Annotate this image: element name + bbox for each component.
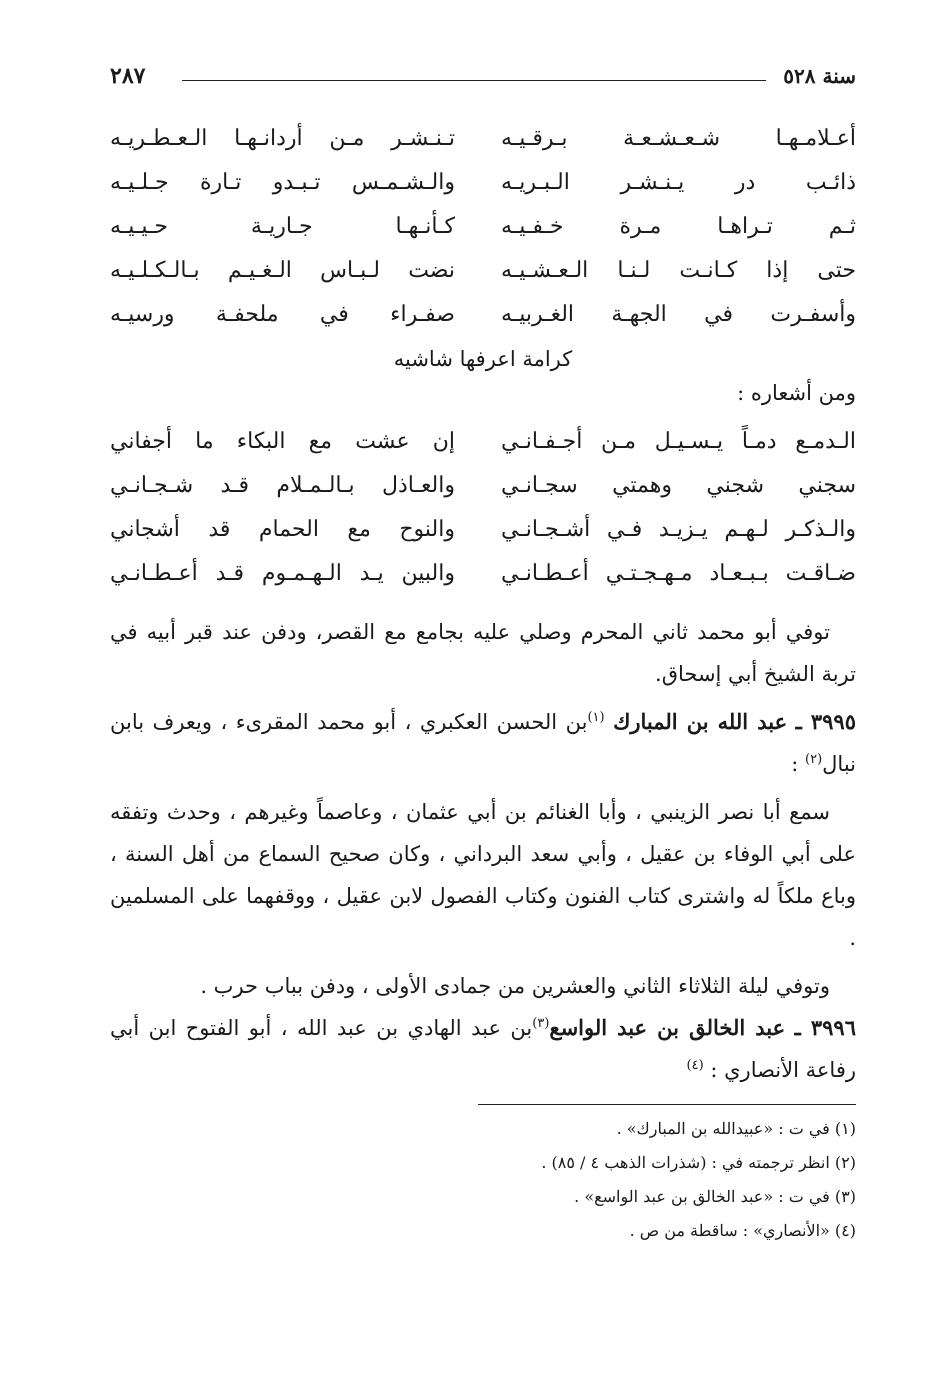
- footnote: (١) في ت : «عبيدالله بن المبارك» .: [616, 1119, 856, 1138]
- footnote: (٢) انظر ترجمته في : (شذرات الذهب ٤ / ٨٥) .: [541, 1153, 856, 1172]
- verse-second-hemistich: صفـراء في ملحفـة ورسيـه: [110, 302, 455, 327]
- poem-block-1: [110, 117, 856, 337]
- footnote: (٣) في ت : «عبد الخالق بن عبد الواسع» .: [574, 1187, 856, 1206]
- verse: [110, 249, 856, 293]
- entry-name: عبد الخالق بن عبد الواسع: [549, 1015, 786, 1040]
- entry-name: عبد الله بن المبارك: [613, 709, 788, 734]
- page-number: ٢٨٧: [110, 63, 146, 89]
- footnote-ref[interactable]: (٣): [532, 1016, 550, 1031]
- running-title: سنة ٥٢٨: [783, 64, 856, 88]
- footnote-rule: [478, 1104, 856, 1105]
- verse: [110, 161, 856, 205]
- footnote-ref[interactable]: (١): [587, 710, 605, 725]
- entry-lineage: بن الحسن العكبري ، أبو محمد المقرىء ، ويعرف بابن نبال: [110, 710, 856, 776]
- poem-closing-line: كرامة اعرفها شاشيه: [393, 347, 573, 371]
- verse-first-hemistich: ضـاقـت بـبـعـاد مـهـجـتـي أعـطـانـي: [501, 561, 856, 586]
- verse: [110, 205, 856, 249]
- verse: [110, 117, 856, 161]
- poem-block-2: [110, 420, 856, 596]
- verse-second-hemistich: نضت لـبـاس الـغـيـم بـالـكـلـيـه: [110, 258, 455, 283]
- header-rule: [182, 80, 766, 81]
- verse-first-hemistich: ذائـب در يـنـشـر الـبـريـه: [501, 170, 856, 195]
- death-note-paragraph: وتوفي ليلة الثلاثاء الثاني والعشرين من جمادى الأولى ، ودفن بباب حرب .: [200, 974, 830, 998]
- verse-second-hemistich: تـنـشـر مـن أردانـهـا الـعـطـريـه: [110, 126, 455, 151]
- death-note-paragraph: توفي أبو محمد ثاني المحرم وصلي عليه بجامع مع القصر، ودفن عند قبر أبيه في تربة الشيخ أبي إسحاق.: [110, 620, 856, 686]
- footnotes: [110, 1112, 856, 1248]
- verse-first-hemistich: والـذكـر لـهـم يـزيـد فـي أشـجـانـي: [501, 517, 856, 542]
- poetry-intro: ومن أشعاره :: [737, 381, 856, 405]
- verse-second-hemistich: إن عشت مع البكاء ما أجفاني: [110, 429, 455, 454]
- running-header: [110, 60, 856, 92]
- verse: [110, 552, 856, 596]
- entry-lineage: بن عبد الهادي بن عبد الله ، أبو الفتوح ابن أبي رفاعة الأنصاري :: [110, 1016, 856, 1082]
- footnote-ref[interactable]: (٤): [686, 1058, 704, 1073]
- verse-first-hemistich: الـدمـع دمـاً يـسـيـل مـن أجـفـانـي: [501, 429, 856, 454]
- verse: [110, 293, 856, 337]
- verse-second-hemistich: والنوح مع الحمام قد أشجاني: [110, 517, 455, 542]
- verse-first-hemistich: ثـم تـراهـا مـرة خـفـيـه: [501, 214, 856, 239]
- verse: [110, 508, 856, 552]
- entry-number: ٣٩٩٦ ـ: [794, 1015, 856, 1040]
- verse-second-hemistich: والـشـمـس تـبـدو تـارة جـلـيـه: [110, 170, 455, 195]
- verse-first-hemistich: سجني شجني وهمتي سجـانـي: [501, 473, 856, 498]
- verse-first-hemistich: أعـلامـهـا شـعـشـعـة بـرقـيـه: [501, 126, 856, 151]
- verse-first-hemistich: وأسفـرت في الجهـة الغـربيـه: [501, 302, 856, 327]
- verse: [110, 464, 856, 508]
- entry-number: ٣٩٩٥ ـ: [795, 709, 856, 734]
- main-text: [110, 611, 856, 1091]
- entry-colon: :: [791, 752, 799, 776]
- verse: [110, 420, 856, 464]
- biography-entry-3995: [110, 701, 856, 785]
- verse-second-hemistich: كـأنـهـا جـاريـة حـيـيـه: [110, 214, 455, 239]
- study-paragraph: سمع أبا نصر الزينبي ، وأبا الغنائم بن أبي عثمان ، وعاصماً وغيرهم ، وحدث وتفقه على أبي الوفاء بن عقيل ، وأبي سعد البرداني ، وكان صحيح السماع من أهل السنة ، وباع ملكاً له واشترى كتاب الفنون وكتاب الفصول لابن عقيل ، ووقفهما على المسلمين .: [110, 800, 856, 950]
- footnote: (٤) «الأنصاري» : ساقطة من ص .: [629, 1221, 856, 1240]
- biography-entry-3996: [110, 1007, 856, 1091]
- verse-second-hemistich: والعـاذل بـالـمـلام قـد شـجـانـي: [110, 473, 455, 498]
- verse-second-hemistich: والبين يـد الـهـمـوم قـد أعـطـانـي: [110, 561, 455, 586]
- verse-first-hemistich: حتى إذا كـانـت لـنـا الـعـشـيـه: [501, 258, 856, 283]
- footnote-ref[interactable]: (٢): [805, 752, 823, 767]
